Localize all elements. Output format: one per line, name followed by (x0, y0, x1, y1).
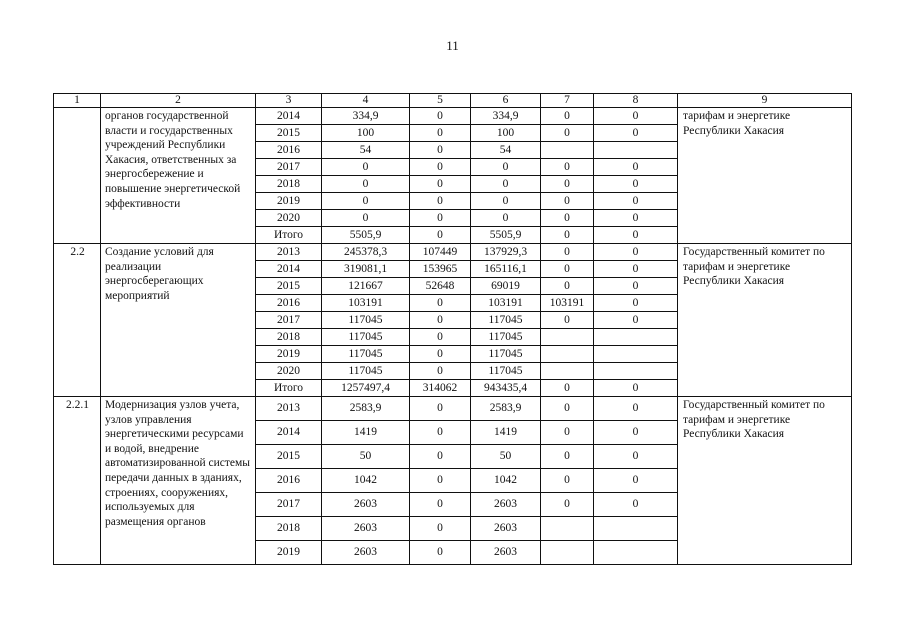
value-cell: 0 (410, 493, 471, 517)
table-row (54, 397, 852, 421)
value-cell: 0 (594, 278, 678, 295)
value-cell: 2603 (471, 493, 541, 517)
header-cell: 7 (541, 94, 594, 108)
value-cell: 50 (322, 445, 410, 469)
year-cell: 2018 (256, 517, 322, 541)
value-cell: 0 (410, 541, 471, 565)
year-cell: 2016 (256, 142, 322, 159)
value-cell: 0 (541, 278, 594, 295)
value-cell (541, 517, 594, 541)
year-cell: 2018 (256, 176, 322, 193)
value-cell: 319081,1 (322, 261, 410, 278)
value-cell: 117045 (322, 363, 410, 380)
value-cell: 0 (594, 380, 678, 397)
value-cell: 0 (410, 469, 471, 493)
budget-table (53, 93, 852, 565)
value-cell: 0 (410, 421, 471, 445)
value-cell: 0 (541, 210, 594, 227)
responsible-org: тарифам и энергетике Республики Хакасия (678, 108, 852, 244)
value-cell: 117045 (322, 312, 410, 329)
year-cell: 2016 (256, 295, 322, 312)
value-cell: 103191 (322, 295, 410, 312)
value-cell: 0 (541, 397, 594, 421)
header-cell: 3 (256, 94, 322, 108)
value-cell: 117045 (471, 363, 541, 380)
value-cell: 2603 (322, 493, 410, 517)
year-cell: 2013 (256, 244, 322, 261)
value-cell: 0 (594, 227, 678, 244)
value-cell: 0 (541, 421, 594, 445)
value-cell: 0 (594, 312, 678, 329)
value-cell: 0 (594, 125, 678, 142)
value-cell: 100 (322, 125, 410, 142)
value-cell: 5505,9 (322, 227, 410, 244)
value-cell: 0 (594, 445, 678, 469)
value-cell: 0 (541, 176, 594, 193)
value-cell: 1042 (471, 469, 541, 493)
value-cell: 2583,9 (322, 397, 410, 421)
value-cell: 0 (541, 244, 594, 261)
value-cell: 0 (471, 176, 541, 193)
value-cell: 69019 (471, 278, 541, 295)
value-cell: 0 (410, 159, 471, 176)
header-cell: 8 (594, 94, 678, 108)
value-cell: 0 (594, 295, 678, 312)
value-cell: 0 (410, 108, 471, 125)
value-cell: 0 (322, 193, 410, 210)
value-cell: 50 (471, 445, 541, 469)
value-cell: 0 (541, 312, 594, 329)
value-cell: 0 (594, 159, 678, 176)
value-cell: 5505,9 (471, 227, 541, 244)
section-number: 2.2 (54, 244, 101, 397)
value-cell: 103191 (471, 295, 541, 312)
value-cell: 0 (594, 261, 678, 278)
section-name: Модернизация узлов учета, узлов управления энергетическими ресурсами и водой, внедрение автоматизированной системы передачи данных в зданиях, строениях, сооружениях, используемых для размещения органов (101, 397, 256, 565)
year-cell: 2015 (256, 278, 322, 295)
value-cell: 117045 (471, 312, 541, 329)
value-cell: 1419 (471, 421, 541, 445)
value-cell: 0 (541, 159, 594, 176)
value-cell: 2603 (471, 517, 541, 541)
value-cell: 0 (410, 363, 471, 380)
value-cell: 0 (410, 397, 471, 421)
value-cell (594, 363, 678, 380)
value-cell: 0 (471, 159, 541, 176)
value-cell: 0 (541, 227, 594, 244)
value-cell: 54 (322, 142, 410, 159)
header-cell: 4 (322, 94, 410, 108)
value-cell: 0 (541, 261, 594, 278)
section-number (54, 108, 101, 244)
value-cell: 0 (471, 193, 541, 210)
section-number: 2.2.1 (54, 397, 101, 565)
year-cell: 2014 (256, 108, 322, 125)
value-cell: 52648 (410, 278, 471, 295)
year-cell: 2015 (256, 125, 322, 142)
value-cell: 0 (410, 312, 471, 329)
value-cell: 0 (541, 125, 594, 142)
value-cell: 245378,3 (322, 244, 410, 261)
value-cell: 117045 (471, 329, 541, 346)
value-cell: 103191 (541, 295, 594, 312)
value-cell: 0 (410, 193, 471, 210)
value-cell: 100 (471, 125, 541, 142)
value-cell: 0 (594, 210, 678, 227)
year-cell: Итого (256, 227, 322, 244)
value-cell (541, 142, 594, 159)
header-cell: 9 (678, 94, 852, 108)
table-row (54, 244, 852, 261)
year-cell: 2019 (256, 346, 322, 363)
value-cell: 334,9 (322, 108, 410, 125)
year-cell: 2020 (256, 210, 322, 227)
header-cell: 2 (101, 94, 256, 108)
value-cell: 0 (322, 159, 410, 176)
table-row (54, 108, 852, 125)
value-cell: 0 (410, 210, 471, 227)
year-cell: 2016 (256, 469, 322, 493)
year-cell: 2019 (256, 193, 322, 210)
value-cell: 0 (541, 445, 594, 469)
value-cell: 121667 (322, 278, 410, 295)
value-cell: 0 (410, 329, 471, 346)
year-cell: Итого (256, 380, 322, 397)
value-cell (541, 346, 594, 363)
value-cell: 0 (410, 346, 471, 363)
page-number: 11 (446, 38, 459, 53)
year-cell: 2013 (256, 397, 322, 421)
header-cell: 5 (410, 94, 471, 108)
value-cell: 117045 (322, 329, 410, 346)
year-cell: 2017 (256, 159, 322, 176)
value-cell: 0 (322, 210, 410, 227)
value-cell: 2603 (471, 541, 541, 565)
value-cell: 943435,4 (471, 380, 541, 397)
year-cell: 2018 (256, 329, 322, 346)
value-cell: 334,9 (471, 108, 541, 125)
value-cell: 107449 (410, 244, 471, 261)
value-cell: 0 (322, 176, 410, 193)
value-cell (594, 346, 678, 363)
year-cell: 2020 (256, 363, 322, 380)
value-cell: 153965 (410, 261, 471, 278)
value-cell: 2583,9 (471, 397, 541, 421)
value-cell: 117045 (322, 346, 410, 363)
value-cell: 0 (410, 227, 471, 244)
value-cell: 0 (594, 193, 678, 210)
year-cell: 2014 (256, 421, 322, 445)
value-cell (594, 541, 678, 565)
value-cell: 0 (594, 244, 678, 261)
value-cell: 0 (410, 176, 471, 193)
value-cell: 165116,1 (471, 261, 541, 278)
value-cell: 0 (541, 193, 594, 210)
year-cell: 2019 (256, 541, 322, 565)
value-cell: 137929,3 (471, 244, 541, 261)
year-cell: 2014 (256, 261, 322, 278)
value-cell: 54 (471, 142, 541, 159)
responsible-org: Государственный комитет по тарифам и энергетике Республики Хакасия (678, 244, 852, 397)
value-cell: 0 (594, 421, 678, 445)
value-cell: 0 (594, 176, 678, 193)
value-cell: 1042 (322, 469, 410, 493)
value-cell: 0 (594, 397, 678, 421)
value-cell: 0 (594, 469, 678, 493)
value-cell: 2603 (322, 541, 410, 565)
section-name: органов государственной власти и государственных учреждений Республики Хакасия, ответственных за энергосбережение и повышение энергетической эффективности (101, 108, 256, 244)
header-cell: 6 (471, 94, 541, 108)
value-cell: 1257497,4 (322, 380, 410, 397)
year-cell: 2017 (256, 493, 322, 517)
value-cell: 2603 (322, 517, 410, 541)
value-cell: 0 (471, 210, 541, 227)
section-name: Создание условий для реализации энергосберегающих мероприятий (101, 244, 256, 397)
year-cell: 2017 (256, 312, 322, 329)
value-cell: 0 (410, 517, 471, 541)
value-cell: 0 (594, 108, 678, 125)
value-cell: 0 (410, 445, 471, 469)
year-cell: 2015 (256, 445, 322, 469)
value-cell (541, 329, 594, 346)
value-cell (541, 363, 594, 380)
table-header-row (54, 94, 852, 108)
header-cell: 1 (54, 94, 101, 108)
value-cell: 0 (541, 469, 594, 493)
value-cell: 0 (541, 108, 594, 125)
value-cell (541, 541, 594, 565)
value-cell (594, 517, 678, 541)
value-cell (594, 142, 678, 159)
responsible-org: Государственный комитет по тарифам и энергетике Республики Хакасия (678, 397, 852, 565)
value-cell: 0 (541, 380, 594, 397)
value-cell: 314062 (410, 380, 471, 397)
value-cell: 1419 (322, 421, 410, 445)
value-cell: 117045 (471, 346, 541, 363)
value-cell: 0 (541, 493, 594, 517)
value-cell: 0 (594, 493, 678, 517)
value-cell (594, 329, 678, 346)
value-cell: 0 (410, 142, 471, 159)
value-cell: 0 (410, 295, 471, 312)
value-cell: 0 (410, 125, 471, 142)
